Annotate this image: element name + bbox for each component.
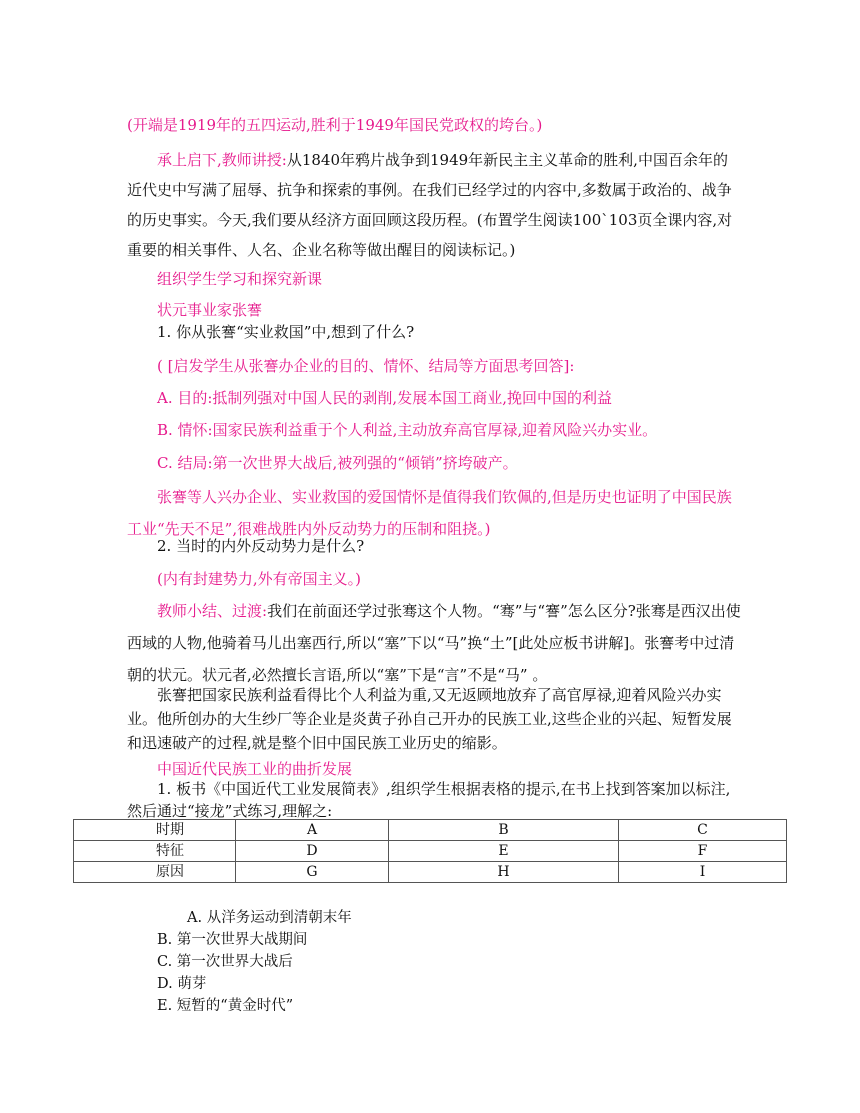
table-row [74,862,787,883]
industry-summary-table [73,819,787,883]
lecture-body: 从1840年鸦片战争到1949年新民主主义革命的胜利,中国百余年的近代史中写满了屈辱、抗争和探索的事例。在我们已经学过的内容中,多数属于政治的、战争的历史事实。今天,我们要从经济方面回顾这段历程。(布置学生阅读100`103页全课内容,对重要的相关事件、人名、企业名称等做出醒目的阅读标记。) [127,151,733,259]
q1-summary: 张謇等人兴办企业、实业救国的爱国情怀是值得我们钦佩的,但是历史也证明了中国民族工业“先天不足”,很难战胜内外反动势力的压制和阻挠。) [127,488,732,538]
transition-body: 我们在前面还学过张骞这个人物。“骞”与“謇”怎么区分?张骞是西汉出使西域的人物,他骑着马儿出塞西行,所以“塞”下以“马”换“土”[此处应板书讲解]。张謇考中过清朝的状元。状元者,必然擅长言语,所以“塞”下是“言”不是“马” 。 [127,602,741,684]
table-row-head: 原因 [74,862,236,883]
option-item: E. 短暂的“黄金时代” [157,998,294,1014]
transition-lead: 教师小结、过渡: [157,602,268,620]
board-task: 1. 板书《中国近代工业发展简表》,组织学生根据表格的提示,在书上找到答案加以标注,然后通过“接龙”式练习,理解之: [127,780,731,820]
q1-answer-b: B. 情怀:国家民族利益重于个人利益,主动放弃高官厚禄,迎着风险兴办实业。 [157,421,658,439]
section2-title: 中国近代民族工业的曲折发展 [157,760,353,778]
table-cell: H [389,862,619,883]
table-cell: A [236,820,389,841]
answer-1919: (开端是1919年的五四运动,胜利于1949年国民党政权的垮台。) [127,116,543,134]
option-item: A. 从洋务运动到清朝末年 [187,910,352,926]
question-1: 1. 你从张謇“实业救国”中,想到了什么? [157,323,415,341]
table-cell: F [619,841,787,862]
table-row-head: 特征 [74,841,236,862]
q2-answer: (内有封建势力,外有帝国主义。) [157,570,361,588]
option-item: B. 第一次世界大战期间 [157,932,308,948]
option-item: D. 萌芽 [157,976,207,992]
table-row [74,841,787,862]
table-row [74,820,787,841]
section1-title: 状元事业家张謇 [157,301,263,319]
option-item: C. 第一次世界大战后 [157,954,293,970]
table-cell: I [619,862,787,883]
table-cell: G [236,862,389,883]
q1-answer-c: C. 结局:第一次世界大战后,被列强的“倾销”挤垮破产。 [157,454,518,472]
organize-heading: 组织学生学习和探究新课 [157,270,323,288]
table-cell: E [389,841,619,862]
zhang-paragraph: 张謇把国家民族利益看得比个人利益为重,又无返顾地放弃了高官厚禄,迎着风险兴办实业。他所创办的大生纱厂等企业是炎黄子孙自己开办的民族工业,这些企业的兴起、短暂发展和迅速破产的过程,就是整个旧中国民族工业历史的缩影。 [127,686,732,752]
table-cell: D [236,841,389,862]
q1-hint: ( [启发学生从张謇办企业的目的、情怀、结局等方面思考回答]: [157,357,575,375]
transition-paragraph [127,595,741,691]
table-cell: C [619,820,787,841]
table-row-head: 时期 [74,820,236,841]
question-2: 2. 当时的内外反动势力是什么? [157,537,365,555]
lecture-paragraph [127,145,741,265]
table-cell: B [389,820,619,841]
lecture-lead: 承上启下,教师讲授: [157,151,287,169]
q1-answer-a: A. 目的:抵制列强对中国人民的剥削,发展本国工商业,挽回中国的利益 [157,389,612,407]
